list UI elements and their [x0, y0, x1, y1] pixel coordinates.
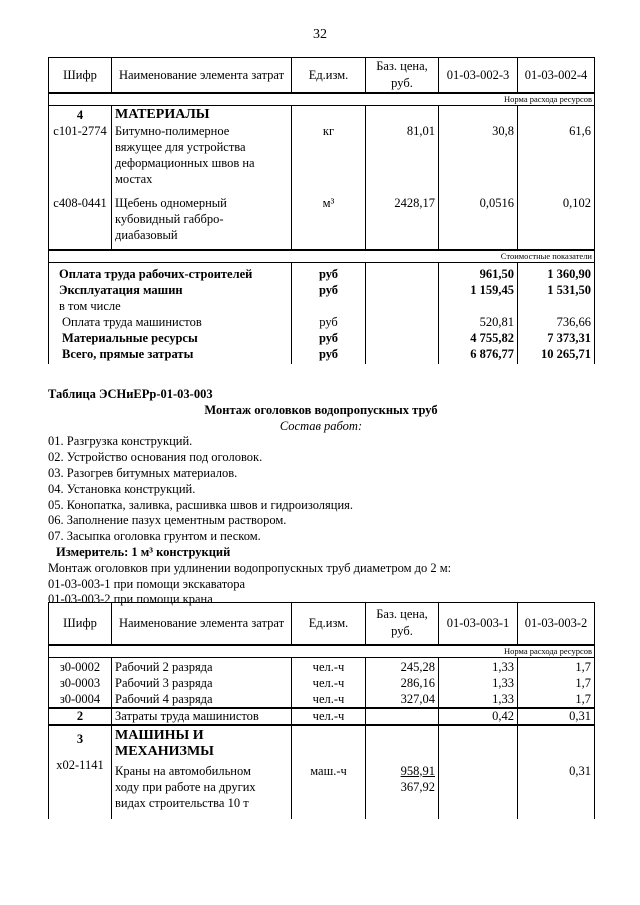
cost-units	[292, 263, 366, 365]
machine-price-cell	[366, 725, 439, 819]
page-number: 32	[313, 27, 327, 42]
section-description	[48, 387, 594, 608]
name-cell	[112, 106, 292, 251]
col-norm2-header: 01-03-003-2	[518, 603, 595, 645]
cost-unit: руб	[318, 283, 339, 297]
worker-value1: 1,33	[492, 691, 514, 706]
machine-unit: маш.-ч	[310, 763, 347, 778]
material-code: с408-0441	[53, 196, 107, 210]
worker-code: з0-0002	[59, 659, 101, 674]
meter-line: Измеритель: 1 м³ конструкций	[56, 544, 231, 559]
section-number: 3	[76, 731, 84, 746]
norm2-cell	[518, 106, 595, 251]
col-code-header: Шифр	[49, 58, 112, 94]
material-norm1: 30,8	[492, 124, 514, 138]
worker-name: Рабочий 3 разряда	[115, 675, 213, 690]
worker-names	[112, 657, 292, 708]
unit-cell	[292, 106, 366, 251]
material-price: 2428,17	[394, 196, 435, 210]
col-norm1-header: 01-03-002-3	[439, 58, 518, 94]
row-unit: чел.-ч	[292, 708, 366, 725]
workers-block	[49, 657, 595, 708]
cost-value1: 4 755,82	[470, 331, 514, 345]
material-norm1: 0,0516	[479, 196, 514, 210]
cost-label: Эксплуатация машин	[59, 283, 183, 297]
worker-norm2	[518, 657, 595, 708]
machine-norm2-cell	[518, 725, 595, 819]
worker-norm1	[439, 657, 518, 708]
norm-note-row	[49, 645, 595, 658]
cost-unit: руб	[318, 347, 339, 361]
cost-value1: 961,50	[479, 267, 514, 281]
material-norm2: 0,102	[562, 196, 591, 210]
worker-price: 245,28	[400, 659, 435, 674]
col-price-header: Баз. цена, руб.	[366, 603, 439, 645]
worker-prices	[366, 657, 439, 708]
norm-note: Норма расхода ресурсов	[49, 93, 595, 106]
row-code: 2	[49, 708, 112, 725]
machine-price: 958,91	[400, 763, 435, 778]
machine-unit-cell	[292, 725, 366, 819]
resource-table-1	[48, 57, 595, 364]
table-header	[49, 58, 595, 94]
work-item: 01. Разгрузка конструкций.	[48, 434, 193, 449]
worker-unit: чел.-ч	[312, 659, 345, 674]
material-name-line: диабазовый	[115, 228, 178, 242]
col-price-header: Баз. цена, руб.	[366, 58, 439, 94]
cost-label: Оплата труда рабочих-строителей	[59, 267, 253, 281]
row-value2: 0,31	[518, 708, 595, 725]
worker-unit: чел.-ч	[312, 691, 345, 706]
material-norm2: 61,6	[569, 124, 591, 138]
cost-unit: руб	[318, 331, 339, 345]
machines-block	[49, 725, 595, 819]
price-cell	[366, 106, 439, 251]
row-value1: 0,42	[439, 708, 518, 725]
work-item: 06. Заполнение пазух цементным раствором.	[48, 513, 287, 528]
norm1-cell	[439, 106, 518, 251]
desc-line: Монтаж оголовков при удлинении водопропускных труб диаметром до 2 м:	[48, 560, 452, 575]
work-item: 07. Засыпка оголовка грунтом и песком.	[48, 529, 261, 544]
material-price: 81,01	[406, 124, 435, 138]
cost-value1: 1 159,45	[470, 283, 514, 297]
desc-line: 01-03-003-2 при помощи крана	[48, 592, 213, 607]
section-title: МАШИНЫ И	[115, 727, 204, 743]
machine-code: х02-1141	[56, 757, 104, 772]
worker-value1: 1,33	[492, 675, 514, 690]
material-unit: кг	[322, 124, 335, 138]
col-norm2-header: 01-03-002-4	[518, 58, 595, 94]
machine-value2: 0,31	[569, 763, 591, 778]
worker-name: Рабочий 4 разряда	[115, 691, 213, 706]
cost-value2: 7 373,31	[547, 331, 591, 345]
col-name-header: Наименование элемента затрат	[112, 58, 292, 94]
work-item: 03. Разогрев битумных материалов.	[48, 465, 238, 480]
code-cell	[49, 106, 112, 251]
worker-value2: 1,7	[575, 659, 591, 674]
cost-value2: 1 531,50	[547, 283, 591, 297]
machine-price: 367,92	[400, 779, 435, 794]
cost-note-row	[49, 250, 595, 263]
cost-note: Стоимостные показатели	[49, 250, 595, 263]
section-title: Монтаж оголовков водопропускных труб	[204, 402, 438, 417]
worker-codes	[49, 657, 112, 708]
worker-units	[292, 657, 366, 708]
resource-table-2	[48, 602, 595, 819]
cost-label: Оплата труда машинистов	[62, 315, 202, 329]
cost-unit: руб	[318, 267, 339, 281]
machine-codes	[49, 725, 112, 819]
costs-block	[49, 263, 595, 365]
worker-code: з0-0003	[59, 675, 101, 690]
norm-note: Норма расхода ресурсов	[49, 645, 595, 658]
col-code-header: Шифр	[49, 603, 112, 645]
worker-name: Рабочий 2 разряда	[115, 659, 213, 674]
col-name-header: Наименование элемента затрат	[112, 603, 292, 645]
machine-names	[112, 725, 292, 819]
machine-name-line: видах строительства 10 т	[115, 795, 249, 810]
cost-norm2	[518, 263, 595, 365]
worker-price: 286,16	[400, 675, 435, 690]
worker-price: 327,04	[400, 691, 435, 706]
material-name-line: деформационных швов на	[115, 156, 255, 170]
section-title: МАТЕРИАЛЫ	[115, 107, 210, 122]
material-name-line: Щебень одномерный	[115, 196, 227, 210]
row-name: Затраты труда машинистов	[112, 708, 292, 725]
cost-price-empty	[366, 263, 439, 365]
cost-value1: 6 876,77	[470, 347, 514, 361]
cost-value2: 1 360,90	[547, 267, 591, 281]
cost-value2: 10 265,71	[541, 347, 591, 361]
materials-block	[49, 106, 595, 251]
col-norm1-header: 01-03-003-1	[439, 603, 518, 645]
material-code: с101-2774	[53, 124, 107, 138]
worker-code: з0-0004	[59, 691, 101, 706]
cost-label: Материальные ресурсы	[62, 331, 198, 345]
material-name-line: вяжущее для устройства	[115, 140, 246, 154]
cost-labels	[49, 263, 292, 365]
cost-value1: 520,81	[479, 315, 514, 329]
cost-unit: руб	[319, 315, 338, 329]
material-name-line: Битумно-полимерное	[115, 124, 230, 138]
cost-norm1	[439, 263, 518, 365]
machine-norm1	[439, 725, 518, 819]
norm-note-row	[49, 93, 595, 106]
worker-unit: чел.-ч	[312, 675, 345, 690]
cost-label: в том числе	[59, 299, 121, 313]
worker-value2: 1,7	[575, 691, 591, 706]
desc-line: 01-03-003-1 при помощи экскаватора	[48, 576, 246, 591]
section-number: 4	[76, 108, 84, 122]
row-price	[366, 708, 439, 725]
worker-value1: 1,33	[492, 659, 514, 674]
material-name-line: кубовидный габбро-	[115, 212, 224, 226]
cost-label: Всего, прямые затраты	[62, 347, 194, 361]
section-title: МЕХАНИЗМЫ	[115, 743, 214, 759]
material-unit: м³	[322, 196, 335, 210]
material-name-line: мостах	[115, 172, 153, 186]
machinist-row	[49, 708, 595, 725]
work-item: 04. Установка конструкций.	[48, 481, 196, 496]
worker-value2: 1,7	[575, 675, 591, 690]
work-item: 02. Устройство основания под оголовок.	[48, 450, 263, 465]
col-unit-header: Ед.изм.	[292, 603, 366, 645]
table-label: Таблица ЭСНиЕРр-01-03-003	[48, 387, 213, 401]
table-header	[49, 603, 595, 645]
section-subtitle: Состав работ:	[279, 418, 363, 433]
cost-value2: 736,66	[556, 315, 591, 329]
machine-name-line: Краны на автомобильном	[115, 763, 251, 778]
machine-name-line: ходу при работе на других	[115, 779, 256, 794]
work-item: 05. Конопатка, заливка, расшивка швов и гидроизоляция.	[48, 497, 354, 512]
col-unit-header: Ед.изм.	[292, 58, 366, 94]
